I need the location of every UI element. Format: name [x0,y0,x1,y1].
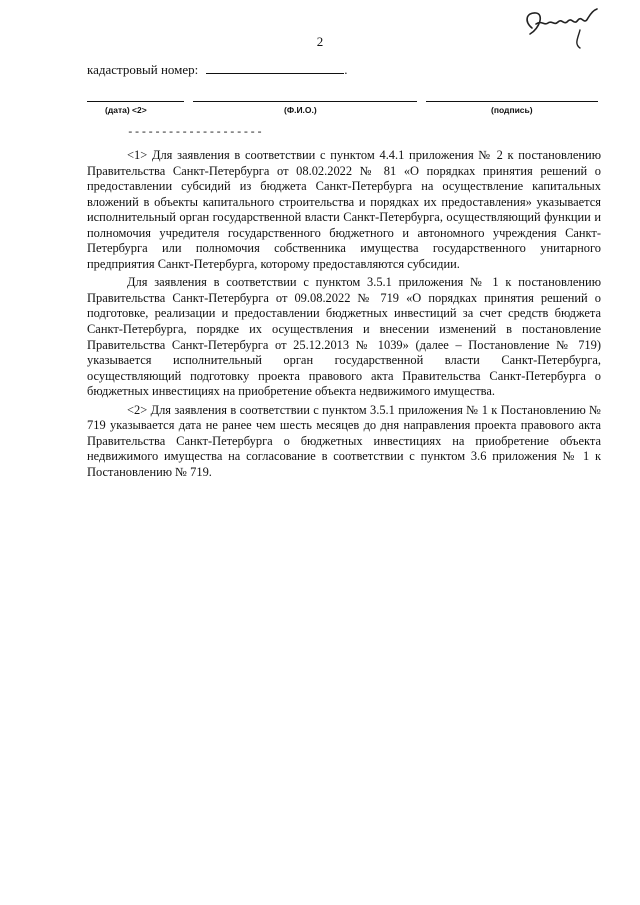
footnote-separator: -------------------- [127,127,264,139]
cadastral-blank-line [206,63,344,74]
name-blank-line [193,101,417,102]
signature-caption: (подпись) [491,105,533,115]
date-caption: (дата) <2> [105,105,147,115]
footnote-1-continued: Для заявления в соответствии с пунктом 3.5.1 приложения № 1 к постановлению Правительства Санкт-Петербурга от 09.08.2022 № 719 «О порядках принятия решений о подготовке, реализации и предоставлении бюджетных инвестиций за счет средств бюджета Санкт-Петербурга, порядке их осуществления и внесении изменений в постановление Правительства Санкт-Петербурга от 25.12.2013 № 1039» (далее – Постановление № 719) указывается исполнительный орган государственной власти Санкт-Петербурга, осуществляющий подготовку проекта правового акта Правительства Санкт-Петербурга о бюджетных инвестициях на приобретение объекта недвижимого имущества. [87,275,601,399]
date-blank-line [87,101,184,102]
page-number: 2 [316,34,324,49]
signature-blank-line [426,101,598,102]
footnote-1: <1> Для заявления в соответствии с пунктом 4.4.1 приложения № 2 к постановлению Правительства Санкт-Петербурга от 08.02.2022 № 81 «О порядках принятия решений о предоставлении субсидий из бюджета Санкт-Петербурга на осуществление капитальных вложений в объекты капитального строительства и порядках их предоставления» указывается исполнительный орган государственной власти Санкт-Петербурга, осуществляющий функции и полномочия учредителя государственного бюджетного и автономного учреждения Санкт-Петербурга или полномочия собственника имущества государственного унитарного предприятия Санкт-Петербурга, которому предоставляются субсидии. [87,148,601,271]
cadastral-number-line [87,62,348,78]
footnotes [87,148,601,483]
name-caption: (Ф.И.О.) [284,105,317,115]
footnote-2: <2> Для заявления в соответствии с пунктом 3.5.1 приложения № 1 к Постановлению № 719 указывается дата не ранее чем шесть месяцев до дня направления проекта правового акта Правительства Санкт-Петербурга о бюджетных инвестициях на приобретение объекта недвижимого имущества на согласование в соответствии с пунктом 3.6 приложения № 1 к Постановлению № 719. [87,402,601,479]
cadastral-label: кадастровый номер: [87,62,199,77]
cadastral-end: . [344,62,348,77]
